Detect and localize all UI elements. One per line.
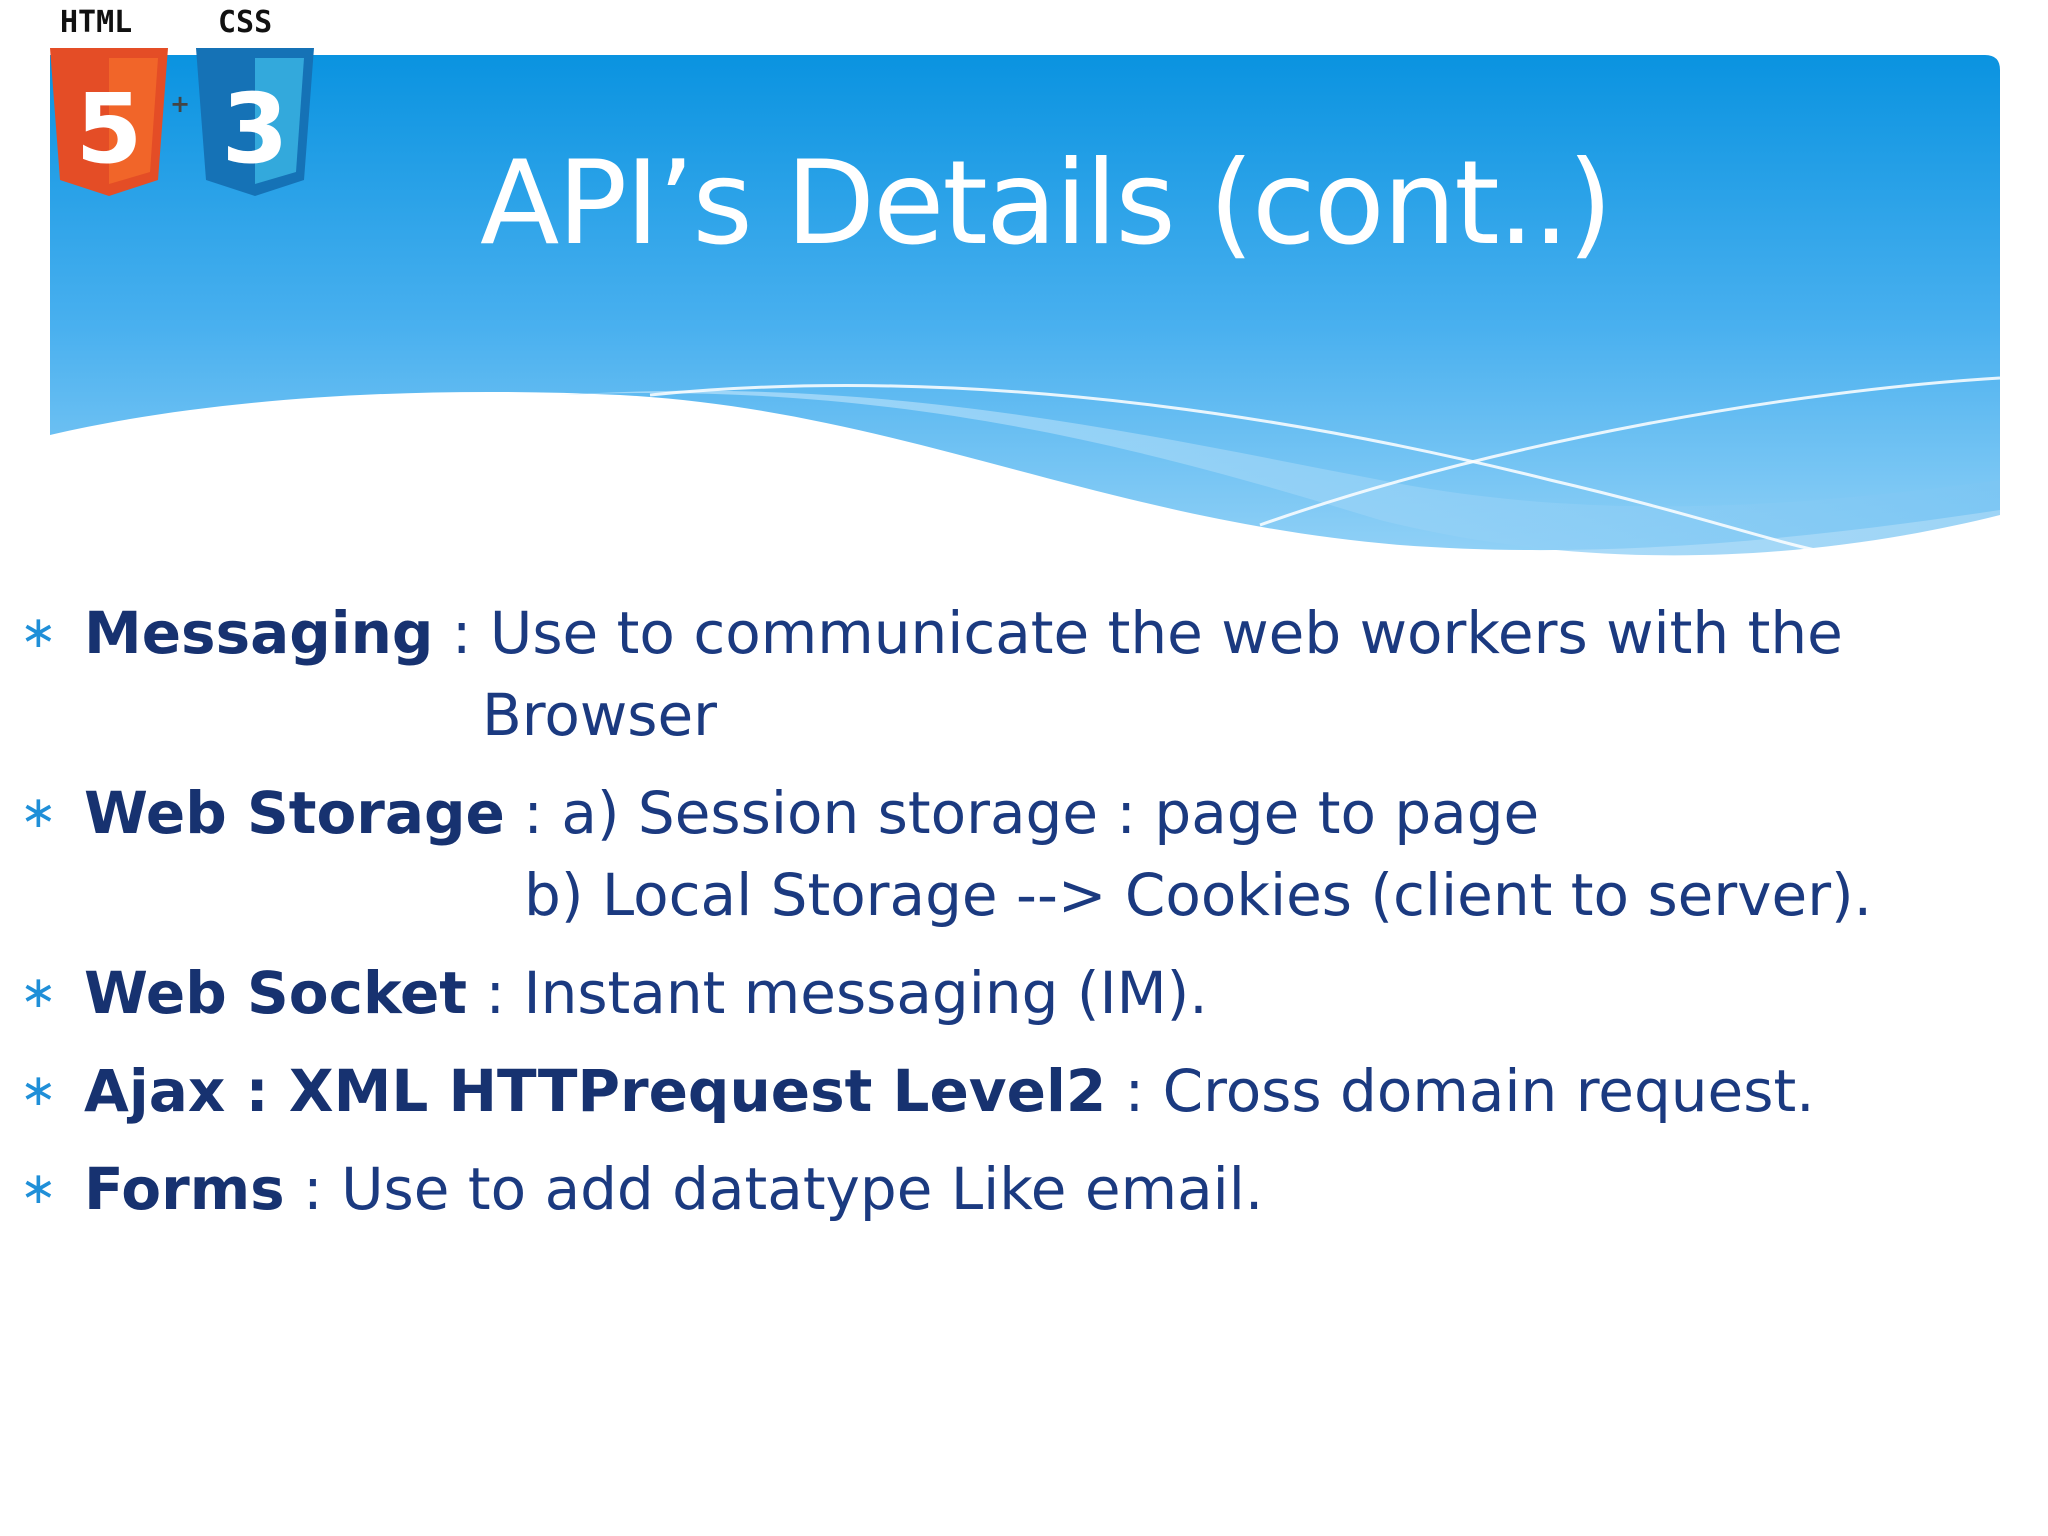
html5-digit: 5 [75,73,143,185]
css-logo-caption: CSS [218,5,273,40]
bullet-continuation: Browser [482,681,718,749]
bullet-forms [20,1148,2010,1230]
html5-shield-icon [50,48,168,196]
bullet-text: Instant messaging (IM). [523,959,1208,1027]
slide-title: API’s Details (cont..) [480,136,1611,271]
bullet-separator: : [1106,1057,1163,1125]
bullet-separator: : [504,779,562,847]
bullet-separator: : [433,599,490,667]
bullet-web-storage [20,772,2010,936]
bullet-continuation: b) Local Storage --> Cookies (client to server). [524,861,1873,929]
bullet-term: Web Socket [84,959,468,1027]
css3-digit: 3 [221,73,289,185]
asterisk-bullet-icon: ∗ [20,1163,57,1214]
bullet-ajax [20,1050,2010,1132]
plus-sign: + [169,90,191,118]
bullet-separator: : [284,1155,342,1223]
bullet-term: Forms [84,1155,285,1223]
bullet-term: Web Storage [84,779,505,847]
bullet-text: Use to add datatype Like email. [341,1155,1264,1223]
bullet-separator: : [467,959,524,1027]
bullet-text: Cross domain request. [1162,1057,1815,1125]
bullet-web-socket [20,952,2010,1034]
asterisk-bullet-icon: ∗ [20,967,57,1018]
asterisk-bullet-icon: ∗ [20,1065,57,1116]
bullet-text: Use to communicate the web workers with the [489,599,1843,667]
asterisk-bullet-icon: ∗ [20,607,57,658]
html5-css3-logos [48,0,318,210]
css3-shield-icon [196,48,314,196]
asterisk-bullet-icon: ∗ [20,787,57,838]
bullet-term: Ajax : XML HTTPrequest Level2 [84,1057,1107,1125]
bullet-text: a) Session storage : page to page [561,779,1540,847]
bullet-messaging [20,592,2010,756]
bullet-term: Messaging [84,599,434,667]
bullet-list [20,592,2010,1246]
html-logo-caption: HTML [60,5,133,40]
